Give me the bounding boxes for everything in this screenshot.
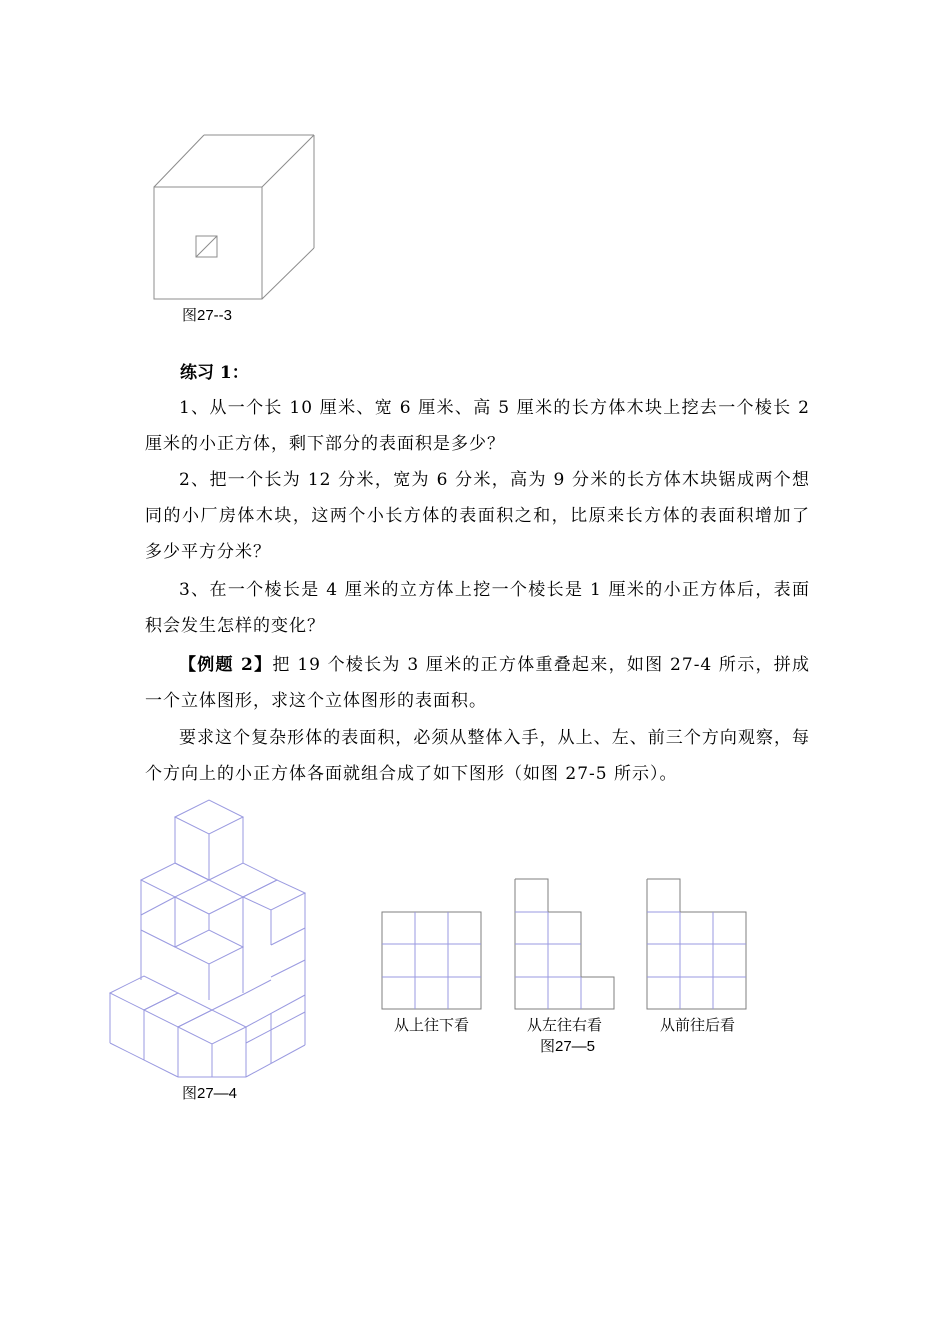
- view-front-label: 从前往后看: [660, 1017, 736, 1034]
- example-2-explanation: 要求这个复杂形体的表面积，必须从整体入手，从上、左、前三个方向观察，每个方向上的小正方体各面就组合成了如下图形（如图 27-5 所示）。: [145, 728, 810, 784]
- view-left-label: 从左往右看: [527, 1017, 603, 1034]
- figure-27-3-caption: 图27--3: [182, 307, 233, 324]
- exercise-question-3: 3、在一个棱长是 4 厘米的立方体上挖一个棱长是 1 厘米的小正方体后，表面积会发生怎样的变化？: [145, 580, 810, 636]
- example-2-text: 把 19 个棱长为 3 厘米的正方体重叠起来，如图 27-4 所示，拼成一个立体图形，求这个立体图形的表面积。: [145, 655, 811, 711]
- figure-27-5-view-top: [380, 910, 484, 1012]
- figure-27-5-view-front: [645, 877, 749, 1012]
- exercise-title: 练习 1：: [180, 363, 249, 383]
- figure-27-4-caption: 图27—4: [182, 1085, 238, 1102]
- view-top-label: 从上往下看: [394, 1017, 470, 1034]
- example-2-label: 【例题 2】: [179, 655, 273, 675]
- figure-27-3-cube: [150, 130, 325, 305]
- exercise-question-1: 1、从一个长 10 厘米、宽 6 厘米、高 5 厘米的长方体木块上挖去一个棱长 2 厘米的小正方体，剩下部分的表面积是多少？: [145, 398, 810, 454]
- exercise-question-2: 2、把一个长为 12 分米，宽为 6 分米，高为 9 分米的长方体木块锯成两个想同的小厂房体木块，这两个小长方体的表面积之和，比原来长方体的表面积增加了多少平方分米？: [145, 470, 810, 562]
- figure-27-4-stacked-cubes: [100, 795, 315, 1085]
- example-2-paragraph: [145, 647, 810, 719]
- figure-27-5-view-left: [513, 877, 617, 1012]
- figure-27-5-caption: 图27—5: [540, 1038, 596, 1055]
